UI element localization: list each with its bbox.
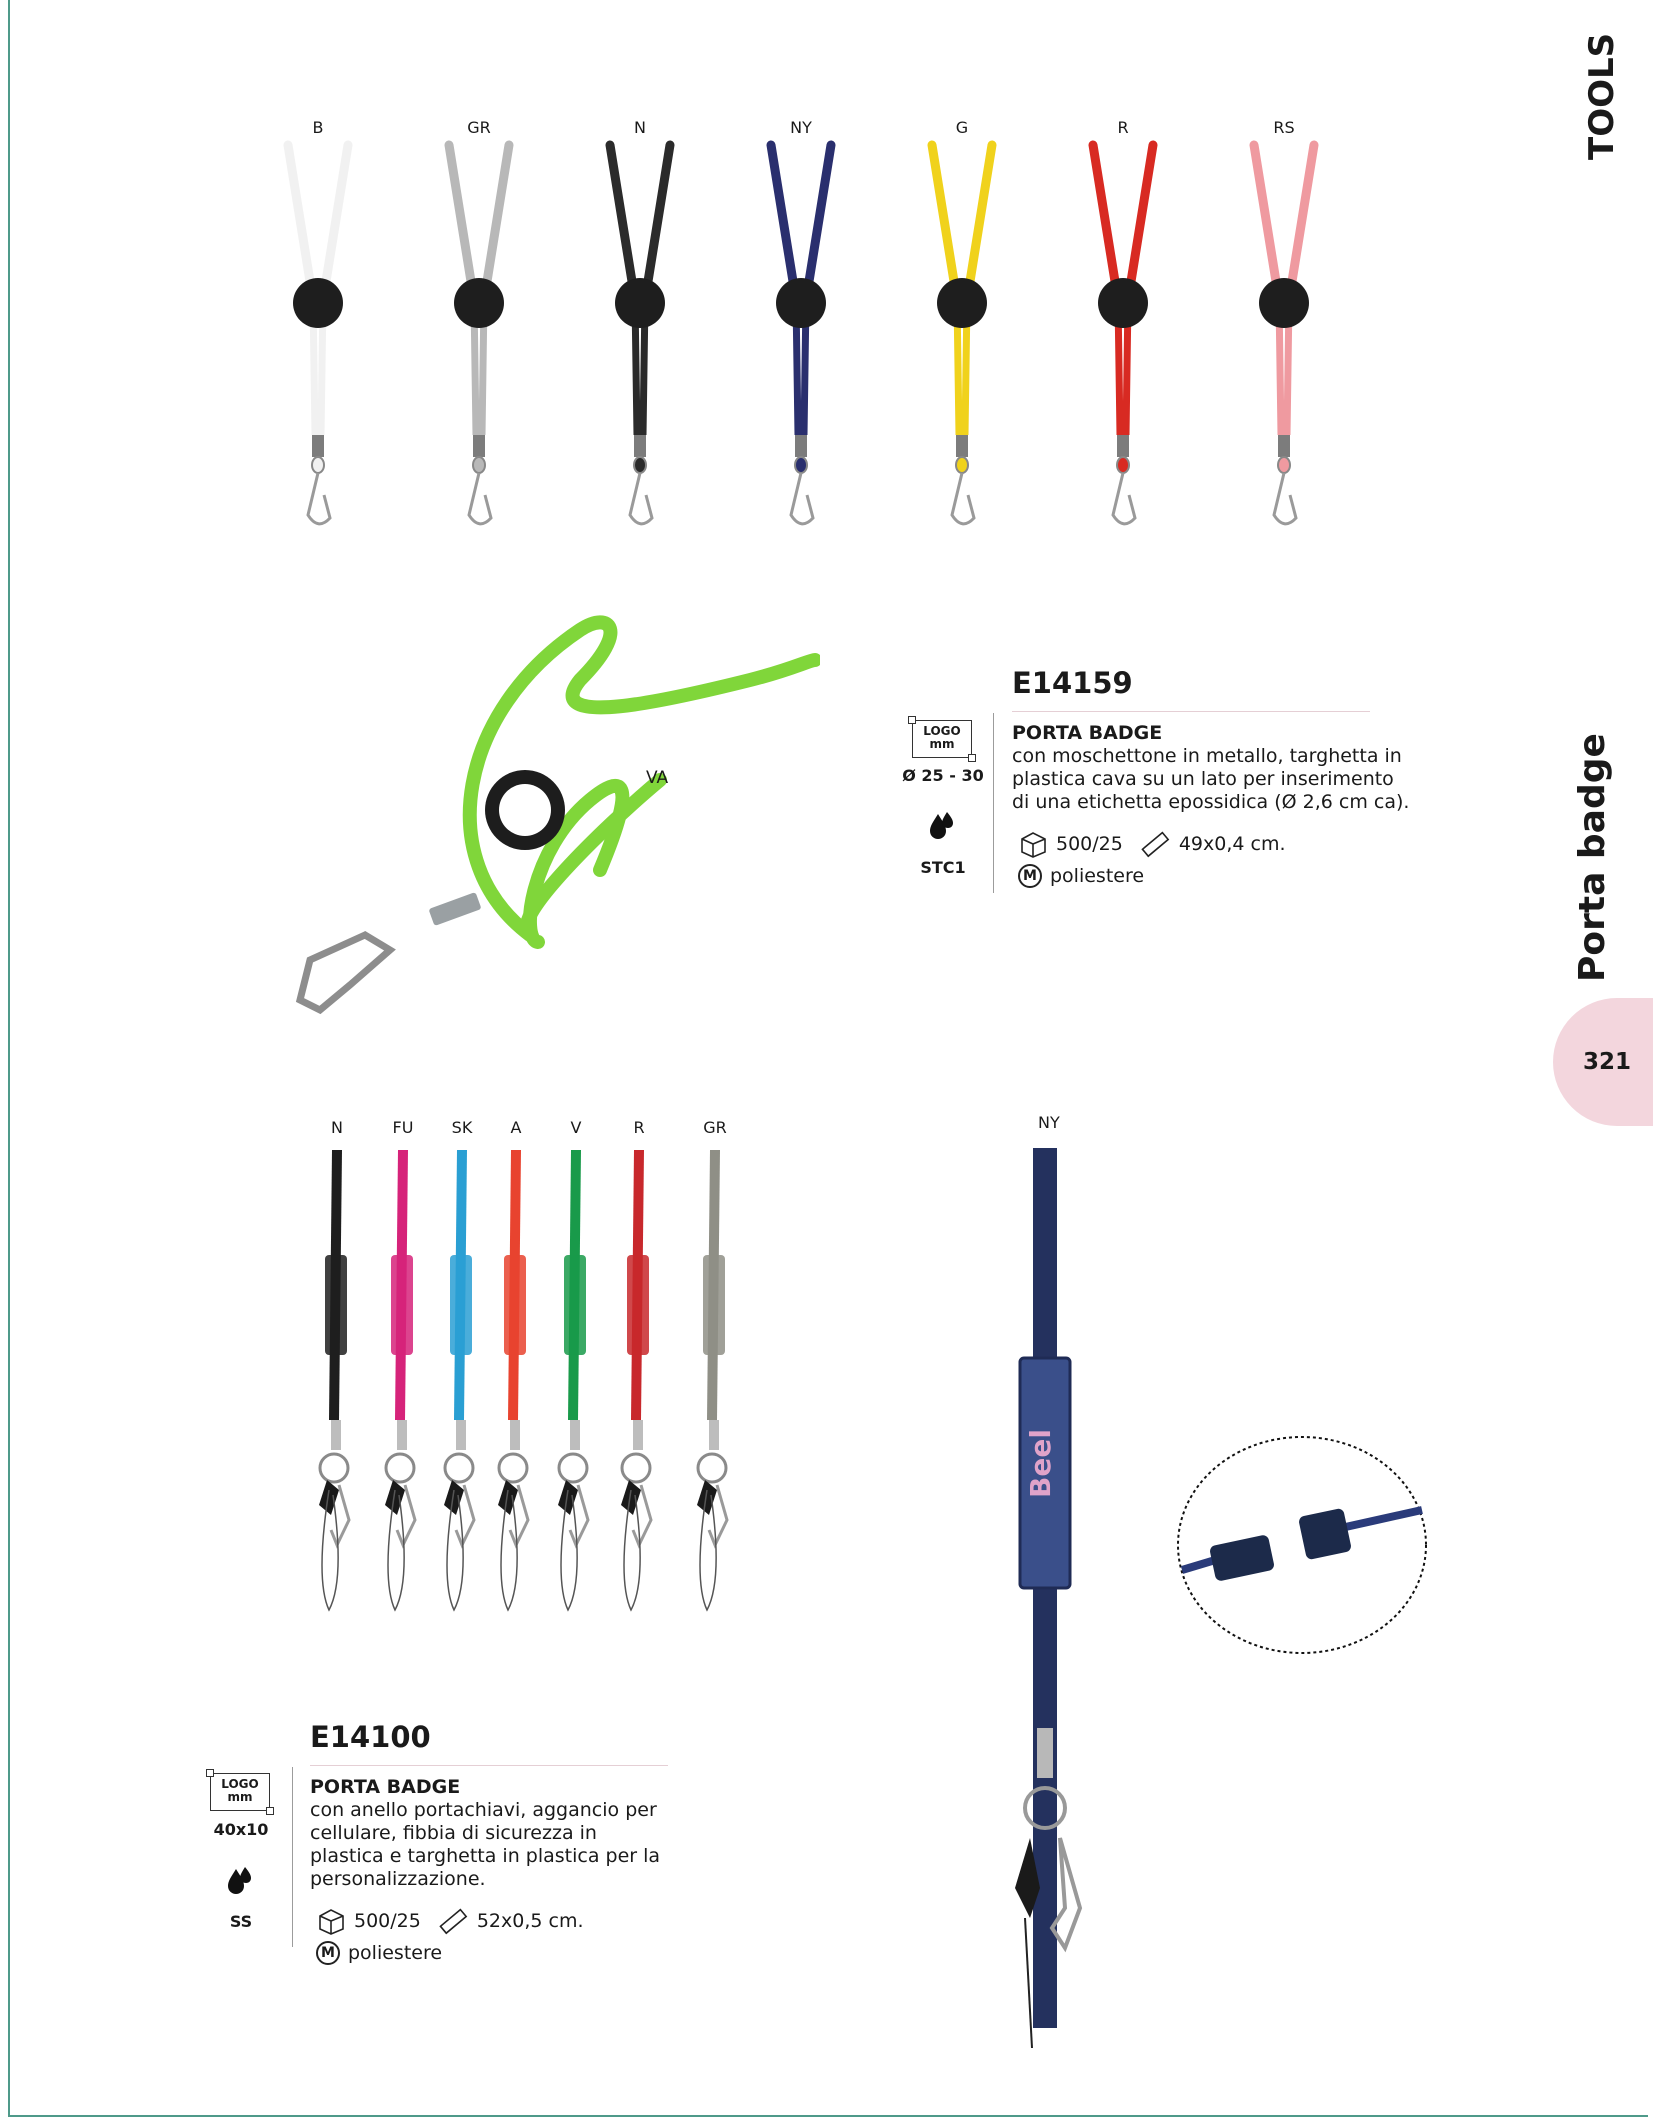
- e14100-code: E14100: [310, 1720, 431, 1754]
- box-icon: [1018, 830, 1048, 858]
- e14159-logo-box: LOGO mm: [912, 720, 972, 758]
- bottom-lanyards-image: [290, 1150, 770, 1620]
- e14100-logo-size: 40x10: [213, 1820, 269, 1839]
- e14100-logo-box: LOGO mm: [210, 1773, 270, 1811]
- ruler-icon: [1139, 830, 1171, 858]
- bottom-color-label: A: [510, 1118, 522, 1137]
- section-title: TOOLS: [1582, 32, 1622, 160]
- e14159-ink-icon: [924, 808, 958, 842]
- top-color-label: B: [312, 118, 324, 137]
- bottom-color-label: FU: [392, 1118, 414, 1137]
- bottom-color-label: GR: [703, 1118, 727, 1137]
- e14100-spec-row: [316, 1907, 584, 1935]
- big-lanyard-label: NY: [1038, 1113, 1060, 1132]
- e14100-print-code: SS: [229, 1912, 253, 1931]
- clasp-detail-circle: [1172, 1430, 1432, 1660]
- e14159-logo-size: Ø 25 - 30: [902, 766, 984, 785]
- top-lanyard: [610, 145, 670, 524]
- bottom-color-label: N: [331, 1118, 343, 1137]
- e14100-ink-icon: [222, 1863, 256, 1897]
- top-lanyards-image: [250, 135, 1350, 545]
- e14100-material-row: [316, 1941, 442, 1965]
- e14100-description: con anello portachiavi, aggancio per cellulare, fibbia di sicurezza in plastica e targhetta in plastica per la personalizzazione.: [310, 1799, 661, 1890]
- e14159-code: E14159: [1012, 666, 1133, 700]
- top-color-label: N: [634, 118, 646, 137]
- e14159-packaging: 500/25: [1056, 833, 1123, 855]
- e14159-material-row: [1018, 864, 1144, 888]
- e14159-title: PORTA BADGE: [1012, 722, 1163, 744]
- bottom-lanyard: [319, 1150, 349, 1610]
- bottom-lanyard: [498, 1150, 528, 1610]
- e14159-separator: [993, 713, 994, 893]
- e14159-description: con moschettone in metallo, targhetta in plastica cava su un lato per inserimento di una etichetta epossidica (Ø 2,6 cm ca).: [1012, 745, 1410, 813]
- bottom-lanyard: [444, 1150, 474, 1610]
- bottom-lanyard: [621, 1150, 651, 1610]
- top-lanyard: [1093, 145, 1153, 524]
- bottom-lanyard: [385, 1150, 415, 1610]
- top-lanyard: [449, 145, 509, 524]
- e14159-print-code: STC1: [920, 858, 966, 877]
- top-lanyard: [771, 145, 831, 524]
- e14100-title: PORTA BADGE: [310, 1776, 461, 1798]
- e14100-packaging: 500/25: [354, 1910, 421, 1932]
- bottom-color-label: SK: [451, 1118, 473, 1137]
- top-lanyard: [288, 145, 348, 524]
- e14100-separator: [292, 1767, 293, 1947]
- e14100-description-block: [310, 1776, 670, 1891]
- e14100-material: poliestere: [348, 1942, 443, 1964]
- big-lanyard-image: [970, 1148, 1120, 2068]
- page-number: 321: [1582, 1049, 1631, 1075]
- category-title: Porta badge: [1572, 733, 1613, 982]
- e14159-size: 49x0,4 cm.: [1178, 833, 1286, 855]
- e14159-product-photo: [280, 600, 820, 1020]
- bottom-lanyard: [697, 1150, 727, 1610]
- top-lanyard: [932, 145, 992, 524]
- e14100-size: 52x0,5 cm.: [476, 1910, 584, 1932]
- e14159-description-block: [1012, 722, 1412, 814]
- e14159-photo-label: VA: [646, 768, 669, 788]
- ruler-icon: [437, 1907, 469, 1935]
- material-icon: M: [1018, 864, 1042, 888]
- top-color-label: R: [1117, 118, 1129, 137]
- bottom-color-label: V: [570, 1118, 582, 1137]
- top-color-label: NY: [790, 118, 812, 137]
- e14159-spec-row: [1018, 830, 1286, 858]
- box-icon: [316, 1907, 346, 1935]
- e14159-material: poliestere: [1050, 865, 1145, 887]
- top-lanyard: [1254, 145, 1314, 524]
- top-color-label: RS: [1273, 118, 1295, 137]
- bottom-color-label: R: [633, 1118, 645, 1137]
- e14100-title-rule: [310, 1765, 668, 1766]
- material-icon: M: [316, 1941, 340, 1965]
- e14159-title-rule: [1012, 711, 1370, 712]
- bottom-lanyard: [558, 1150, 588, 1610]
- top-color-label: G: [955, 118, 969, 137]
- top-color-label: GR: [467, 118, 491, 137]
- big-lanyard-tag-text: Beel: [1024, 1429, 1057, 1498]
